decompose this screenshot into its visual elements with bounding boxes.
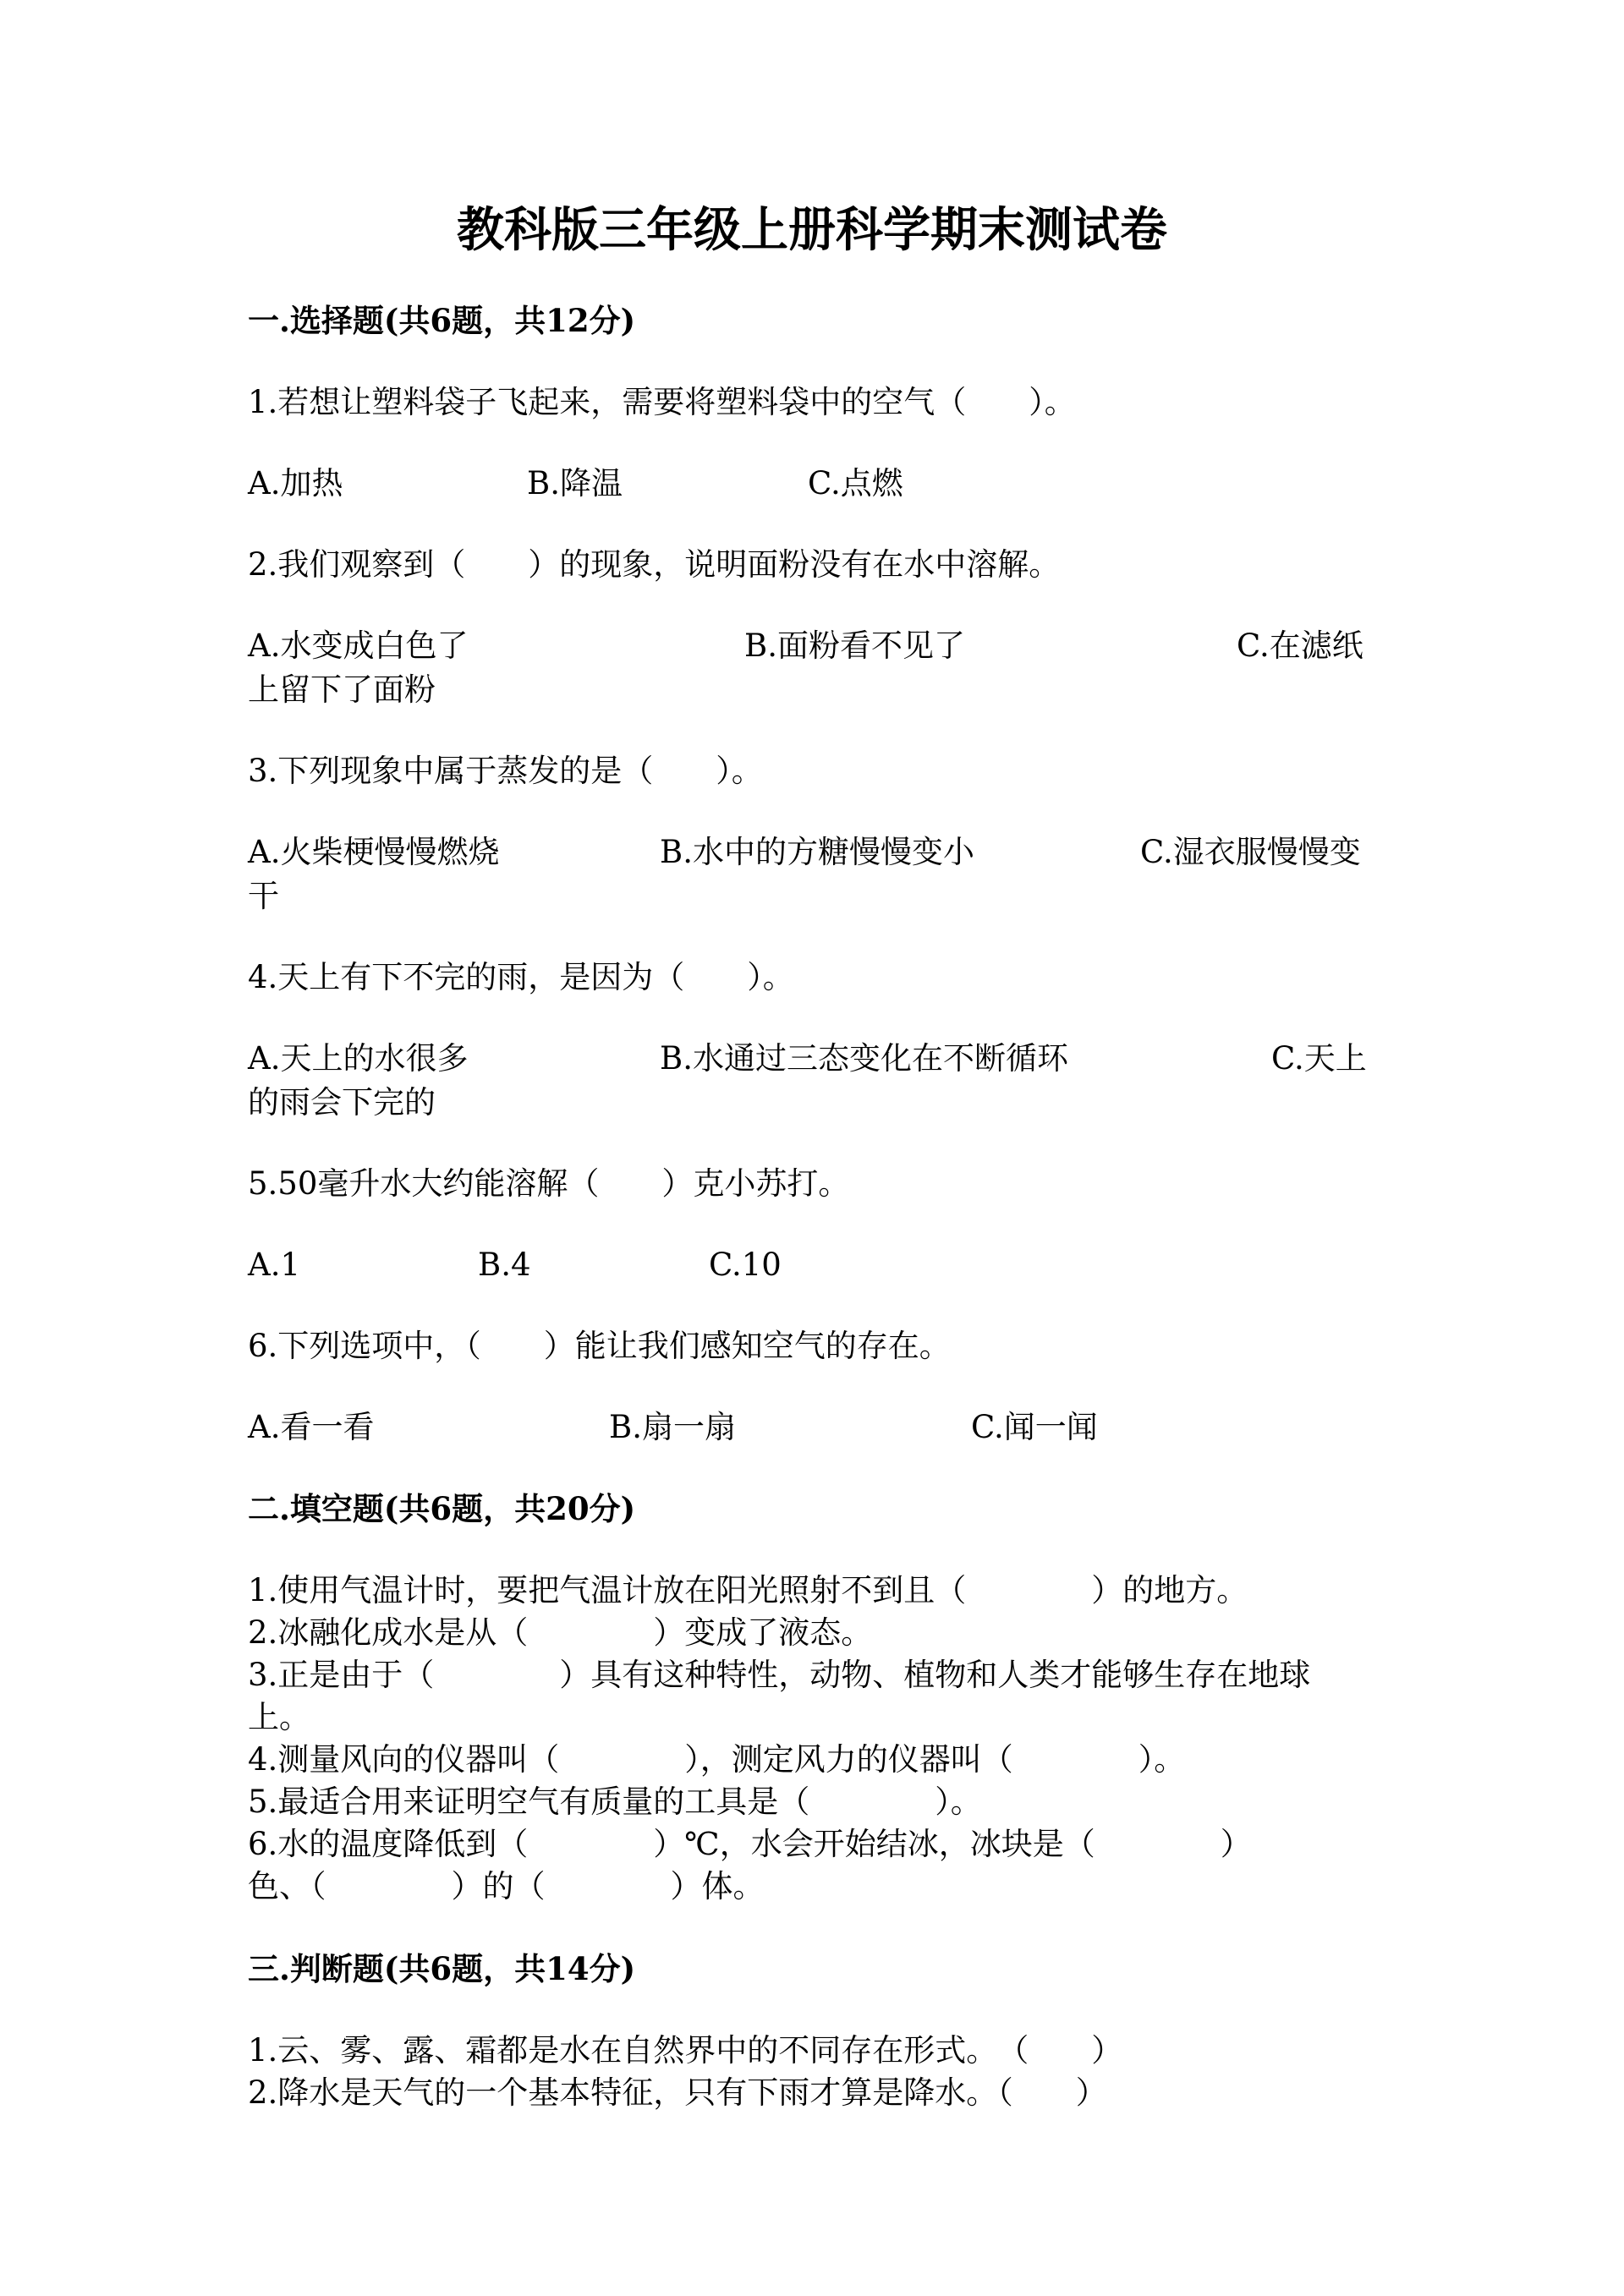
judge-line-1: 1.云、雾、露、霜都是水在自然界中的不同存在形式。 （ ） (248, 2032, 1123, 2069)
question-1-1: 1.若想让塑料袋子飞起来，需要将塑料袋中的空气（ ）。 (248, 384, 1076, 420)
fill-line-3: 3.正是由于（ ）具有这种特性，动物、植物和人类才能够生存在地球 (248, 1657, 1311, 1693)
question-1-6: 6.下列选项中，（ ）能让我们感知空气的存在。 (248, 1328, 951, 1364)
q1-4-option-c: C.天上 (1271, 1040, 1367, 1077)
q1-6-option-a: A.看一看 (248, 1409, 375, 1445)
q1-3-option-a: A.火柴梗慢慢燃烧 (248, 834, 500, 870)
q1-5-option-c: C.10 (709, 1247, 782, 1283)
q1-2-option-a: A.水变成白色了 (248, 627, 469, 664)
question-1-4: 4.天上有下不完的雨，是因为（ ）。 (248, 959, 794, 995)
q1-5-option-a: A.1 (248, 1247, 301, 1283)
fill-line-5: 5.最适合用来证明空气有质量的工具是（ ）。 (248, 1784, 982, 1820)
question-1-3: 3.下列现象中属于蒸发的是（ ）。 (248, 753, 763, 789)
page-title: 教科版三年级上册科学期末测试卷 (457, 202, 1167, 258)
q1-1-option-c: C.点燃 (808, 465, 903, 501)
q1-1-option-b: B.降温 (527, 465, 623, 501)
q1-3-option-c-cont: 干 (248, 878, 279, 914)
q1-3-option-b: B.水中的方糖慢慢变小 (660, 834, 974, 870)
section3-heading: 三.判断题(共6题，共14分) (248, 1950, 636, 1987)
fill-line-3-cont: 上。 (248, 1699, 310, 1735)
question-1-2: 2.我们观察到（ ）的现象，说明面粉没有在水中溶解。 (248, 546, 1061, 583)
q1-2-option-c-cont: 上留下了面粉 (248, 671, 436, 708)
q1-4-option-b: B.水通过三态变化在不断循环 (660, 1040, 1068, 1077)
q1-3-option-c: C.湿衣服慢慢变 (1140, 834, 1361, 870)
section1-heading: 一.选择题(共6题，共12分) (248, 302, 636, 339)
question-1-5: 5.50毫升水大约能溶解（ ）克小苏打。 (248, 1165, 850, 1202)
q1-5-option-b: B.4 (478, 1247, 531, 1283)
section2-heading: 二.填空题(共6题，共20分) (248, 1490, 636, 1527)
fill-line-6: 6.水的温度降低到（ ）℃，水会开始结冰，冰块是（ ） (248, 1826, 1252, 1862)
q1-4-option-c-cont: 的雨会下完的 (248, 1084, 436, 1121)
judge-line-2: 2.降水是天气的一个基本特征，只有下雨才算是降水。（ ） (248, 2074, 1107, 2111)
q1-2-option-c: C.在滤纸 (1237, 627, 1363, 664)
q1-6-option-c: C.闻一闻 (971, 1409, 1098, 1445)
fill-line-6-cont: 色、（ ）的（ ）体。 (248, 1868, 765, 1904)
q1-1-option-a: A.加热 (248, 465, 343, 501)
fill-line-4: 4.测量风向的仪器叫（ ），测定风力的仪器叫（ ）。 (248, 1741, 1186, 1778)
fill-line-1: 1.使用气温计时，要把气温计放在阳光照射不到且（ ）的地方。 (248, 1572, 1248, 1608)
fill-line-2: 2.冰融化成水是从（ ）变成了液态。 (248, 1614, 873, 1651)
q1-6-option-b: B.扇一扇 (609, 1409, 736, 1445)
q1-4-option-a: A.天上的水很多 (248, 1040, 469, 1077)
q1-2-option-b: B.面粉看不见了 (744, 627, 965, 664)
